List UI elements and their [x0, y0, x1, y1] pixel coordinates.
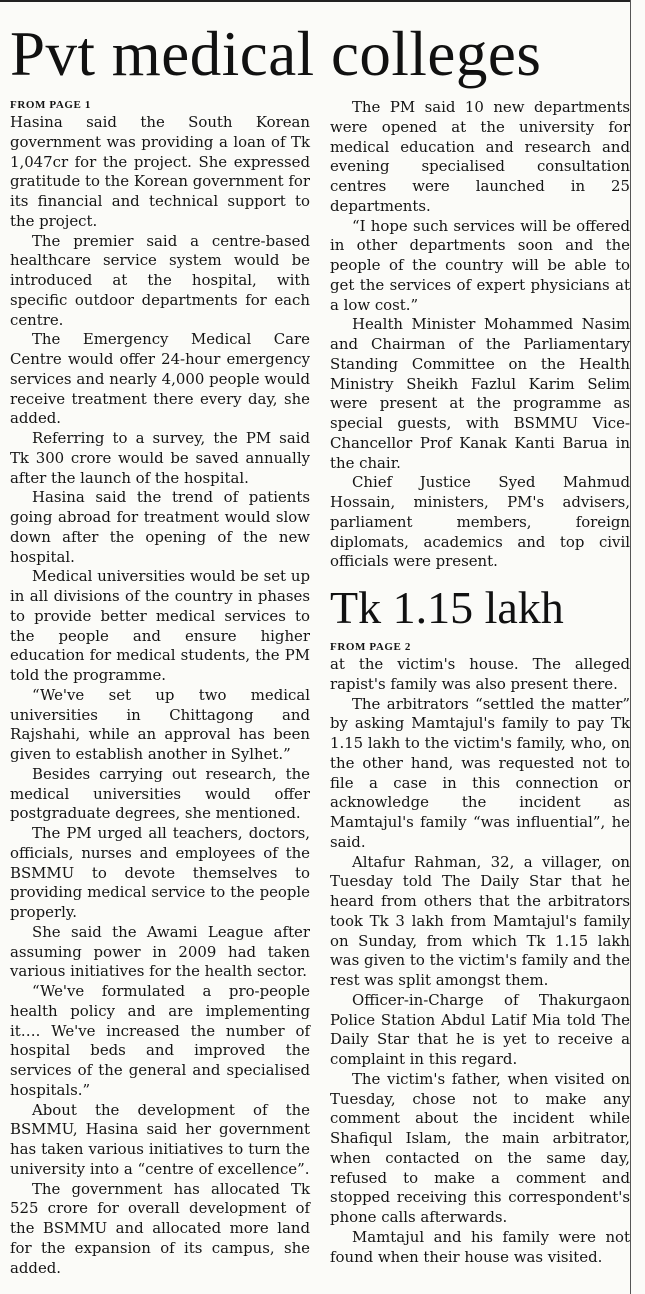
- story1-paragraph: The premier said a centre-based healthcare service system would be introduced at the hospital, with specific outdoor departments for each centre.: [10, 231, 310, 329]
- column-rule: [630, 0, 631, 1294]
- story1-paragraph: The PM said 10 new departments were opened at the university for medical education and research and evening specialised consultation centres were launched in 25 departments.: [330, 98, 630, 215]
- story1-paragraph: Besides carrying out research, the medical universities would offer postgraduate degrees, she mentioned.: [10, 764, 310, 823]
- story2-paragraph: Altafur Rahman, 32, a villager, on Tuesday told The Daily Star that he heard from others that the arbitrators took Tk 3 lakh from Mamtajul's family on Sunday, from which Tk 1.15 lakh was given to the victim's family and the rest was split amongst them.: [330, 852, 630, 989]
- story1-paragraph: Hasina said the South Korean government was providing a loan of Tk 1,047cr for the project. She expressed gratitude to the Korean government for its financial and technical support to the project.: [10, 113, 310, 230]
- story1-paragraph: Referring to a survey, the PM said Tk 300 crore would be saved annually after the launch of the hospital.: [10, 429, 310, 487]
- story1-paragraph: Chief Justice Syed Mahmud Hossain, ministers, PM's advisers, parliament members, foreign diplomats, academics and top civil officials were present.: [330, 473, 630, 571]
- story1-paragraph: “We've set up two medical universities in Chittagong and Rajshahi, while an approval has been given to establish another in Sylhet.”: [10, 685, 310, 763]
- story1-paragraph: Health Minister Mohammed Nasim and Chairman of the Parliamentary Standing Committee on the Health Ministry Sheikh Fazlul Karim Selim were present at the programme as special guests, with BSMMU Vice-Chancellor Prof Kanak Kanti Barua in the chair.: [330, 315, 630, 472]
- story1-paragraph: “We've formulated a pro-people health policy and are implementing it…. We've increased the number of hospital beds and improved the services of the general and specialised hospitals.”: [10, 982, 310, 1099]
- story2-paragraph: The victim's father, when visited on Tuesday, chose not to make any comment about the incident while Shafiqul Islam, the main arbitrator, when contacted on the same day, refused to make a comment and stopped receiving this correspondent's phone calls afterwards.: [330, 1069, 630, 1226]
- story1-paragraph: Hasina said the trend of patients going abroad for treatment would slow down after the opening of the new hospital.: [10, 488, 310, 566]
- story1-paragraph: The PM urged all teachers, doctors, officials, nurses and employees of the BSMMU to devote themselves to providing medical service to the people properly.: [10, 824, 310, 921]
- story1-paragraph: Medical universities would be set up in all divisions of the country in phases to provide better medical services to the people and ensure higher education for medical students, the PM told the programme.: [10, 567, 310, 684]
- left-column: [10, 98, 310, 1278]
- story1-paragraph: The government has allocated Tk 525 crore for overall development of the BSMMU and allocated more land for the expansion of its campus, she added.: [10, 1179, 310, 1277]
- story2-paragraph: The arbitrators “settled the matter” by asking Mamtajul's family to pay Tk 1.15 lakh to the victim's family, who, on the other hand, was requested not to file a case in this connection or acknowledge the incident as Mamtajul's family “was influential”, he said.: [330, 694, 630, 851]
- story2-paragraph: Mamtajul and his family were not found when their house was visited.: [330, 1227, 630, 1266]
- story2-kicker: FROM PAGE 2: [330, 641, 411, 653]
- story2-paragraph: Officer-in-Charge of Thakurgaon Police Station Abdul Latif Mia told The Daily Star that he is yet to receive a complaint in this regard.: [330, 990, 630, 1068]
- story2-paragraph: at the victim's house. The alleged rapist's family was also present there.: [330, 655, 630, 693]
- headline-tk-1-15-lakh: Tk 1.15 lakh: [330, 582, 564, 633]
- story1-paragraph: “I hope such services will be offered in other departments soon and the people of the country will be able to get the services of expert physicians at a low cost.”: [330, 216, 630, 314]
- top-rule: [0, 0, 630, 2]
- story1-kicker: FROM PAGE 1: [10, 99, 91, 111]
- right-column: [330, 98, 630, 1267]
- story1-paragraph: The Emergency Medical Care Centre would offer 24-hour emergency services and nearly 4,000 people would receive treatment there every day, she added.: [10, 330, 310, 428]
- story1-paragraph: About the development of the BSMMU, Hasina said her government has taken various initiatives to turn the university into a “centre of excellence”.: [10, 1100, 310, 1178]
- story1-paragraph: She said the Awami League after assuming power in 2009 had taken various initiatives for the health sector.: [10, 922, 310, 981]
- headline-pvt-medical-colleges: Pvt medical colleges: [10, 19, 542, 89]
